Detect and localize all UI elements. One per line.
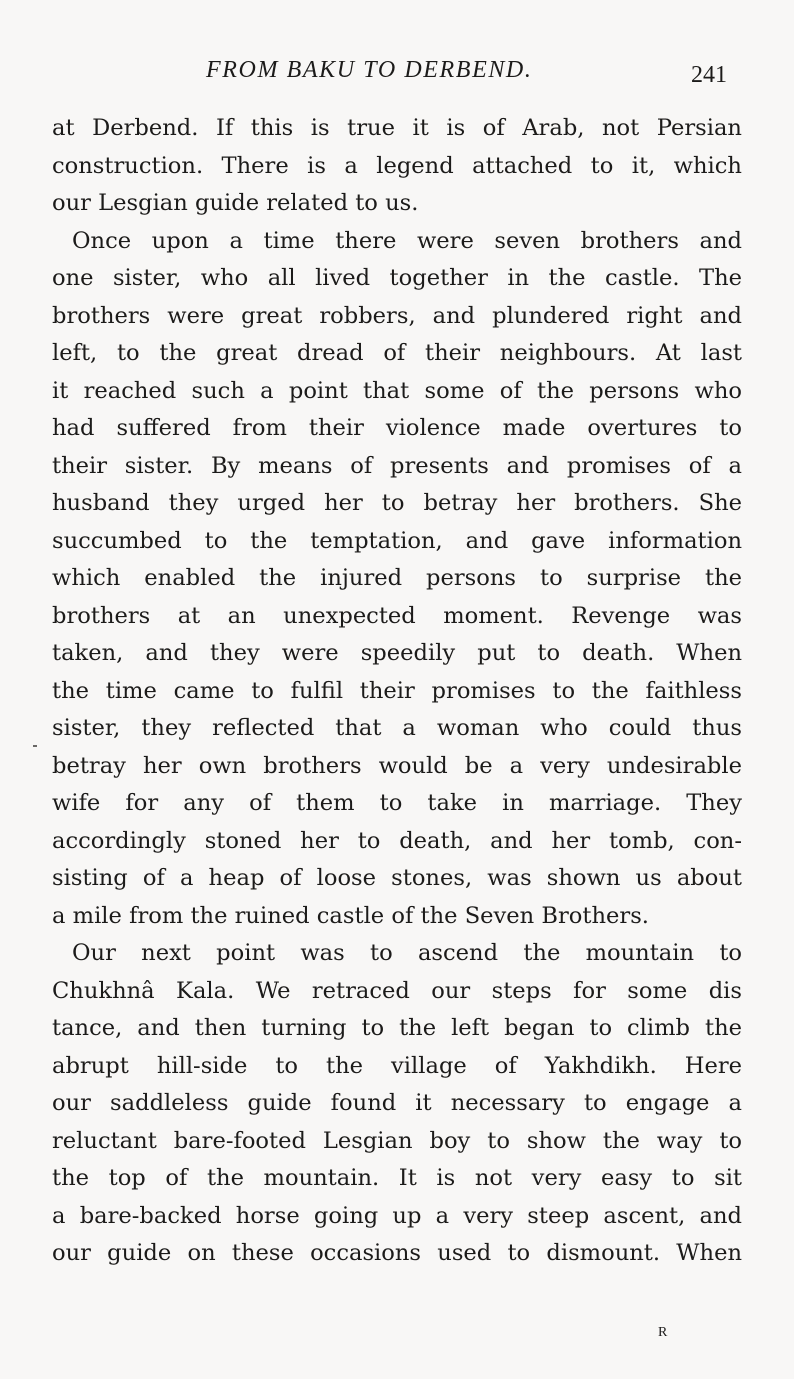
- page-number: 241: [691, 62, 727, 88]
- text-line: left, to the great dread of their neighbours. At last: [52, 340, 742, 366]
- text-line: their sister. By means of presents and promises of a: [52, 452, 742, 479]
- margin-mark: [33, 745, 37, 747]
- text-line: a mile from the ruined castle of the Seven Brothers.: [52, 902, 649, 929]
- text-line: betray her own brothers would be a very undesirable: [52, 752, 742, 779]
- text-line: taken, and they were speedily put to death. When: [52, 640, 742, 666]
- text-line: wife for any of them to take in marriage. They: [52, 790, 742, 816]
- text-line: Chukhnâ Kala. We retraced our steps for some dis: [52, 977, 742, 1004]
- page-text: [52, 110, 742, 1273]
- text-line: sister, they reflected that a woman who could thus: [52, 715, 742, 741]
- text-line: our saddleless guide found it necessary to engage a: [52, 1090, 742, 1116]
- text-line: reluctant bare-footed Lesgian boy to show the way to: [52, 1127, 742, 1154]
- text-line: our Lesgian guide related to us.: [52, 190, 419, 216]
- text-line: a bare-backed horse going up a very steep ascent, and: [52, 1202, 742, 1229]
- text-line: tance, and then turning to the left began to climb the: [52, 1015, 742, 1041]
- text-line: brothers were great robbers, and plundered right and: [52, 302, 742, 329]
- text-line: one sister, who all lived together in the castle. The: [52, 265, 742, 291]
- text-line: the time came to fulfil their promises to the faithless: [52, 677, 742, 704]
- text-line: it reached such a point that some of the persons who: [52, 377, 742, 404]
- text-line: brothers at an unexpected moment. Revenge was: [52, 602, 742, 629]
- text-line: construction. There is a legend attached to it, which: [52, 152, 742, 179]
- text-line: our guide on these occasions used to dismount. When: [52, 1240, 742, 1266]
- running-head: [0, 55, 794, 91]
- text-line: which enabled the injured persons to surprise the: [52, 565, 742, 591]
- text-line: at Derbend. If this is true it is of Arab, not Persian: [52, 115, 742, 141]
- text-line: Once upon a time there were seven brothers and: [72, 227, 742, 254]
- text-line: husband they urged her to betray her brothers. She: [52, 490, 742, 516]
- text-line: succumbed to the temptation, and gave information: [52, 527, 742, 554]
- signature-mark: R: [658, 1325, 669, 1340]
- text-line: the top of the mountain. It is not very easy to sit: [52, 1165, 742, 1191]
- running-title: FROM BAKU TO DERBEND.: [206, 57, 533, 83]
- text-line: abrupt hill-side to the village of Yakhdikh. Here: [52, 1052, 742, 1079]
- text-line: sisting of a heap of loose stones, was shown us about: [52, 865, 742, 891]
- text-line: Our next point was to ascend the mountain to: [72, 940, 742, 966]
- text-line: had suffered from their violence made overtures to: [52, 415, 742, 441]
- text-line: accordingly stoned her to death, and her tomb, con-: [52, 827, 742, 854]
